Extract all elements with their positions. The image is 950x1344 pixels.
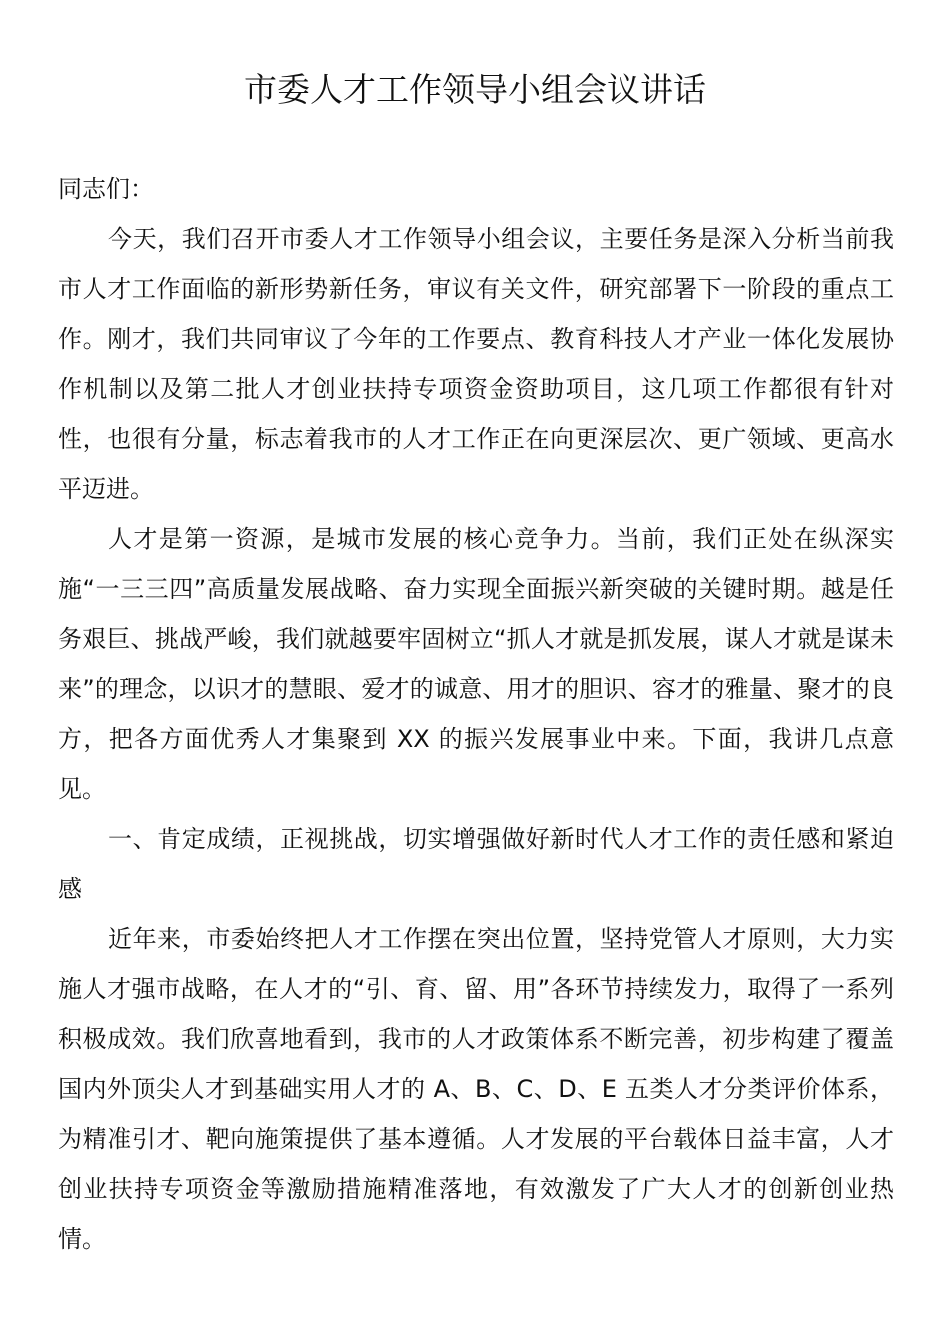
salutation: 同志们： — [58, 175, 154, 203]
document-title: 市委人才工作领导小组会议讲话 — [244, 70, 706, 109]
document-body — [58, 164, 894, 1264]
section-heading-1: 一、肯定成绩，正视挑战，切实增强做好新时代人才工作的责任感和紧迫感 — [58, 825, 894, 903]
paragraph-achievements: 近年来，市委始终把人才工作摆在突出位置，坚持党管人才原则，大力实施人才强市战略，在人才的“引、育、留、用”各环节持续发力，取得了一系列积极成效。我们欣喜地看到，我市的人才政策体系不断完善，初步构建了覆盖国内外顶尖人才到基础实用人才的 A、B、C、D、E 五类人才分类评价体系，为精准引才、靶向施策提供了基本遵循。人才发展的平台载体日益丰富，人才创业扶持专项资金等激励措施精准落地，有效激发了广大人才的创新创业热情。 — [58, 925, 894, 1253]
paragraph-talent-importance: 人才是第一资源，是城市发展的核心竞争力。当前，我们正处在纵深实施“一三三四”高质量发展战略、奋力实现全面振兴新突破的关键时期。越是任务艰巨、挑战严峻，我们就越要牢固树立“抓人才就是抓发展，谋人才就是谋未来”的理念，以识才的慧眼、爱才的诚意、用才的胆识、容才的雅量、聚才的良方，把各方面优秀人才集聚到 XX 的振兴发展事业中来。下面，我讲几点意见。 — [58, 525, 894, 803]
paragraph-opening: 今天，我们召开市委人才工作领导小组会议，主要任务是深入分析当前我市人才工作面临的新形势新任务，审议有关文件，研究部署下一阶段的重点工作。刚才，我们共同审议了今年的工作要点、教育科技人才产业一体化发展协作机制以及第二批人才创业扶持专项资金资助项目，这几项工作都很有针对性，也很有分量，标志着我市的人才工作正在向更深层次、更广领域、更高水平迈进。 — [58, 225, 894, 503]
